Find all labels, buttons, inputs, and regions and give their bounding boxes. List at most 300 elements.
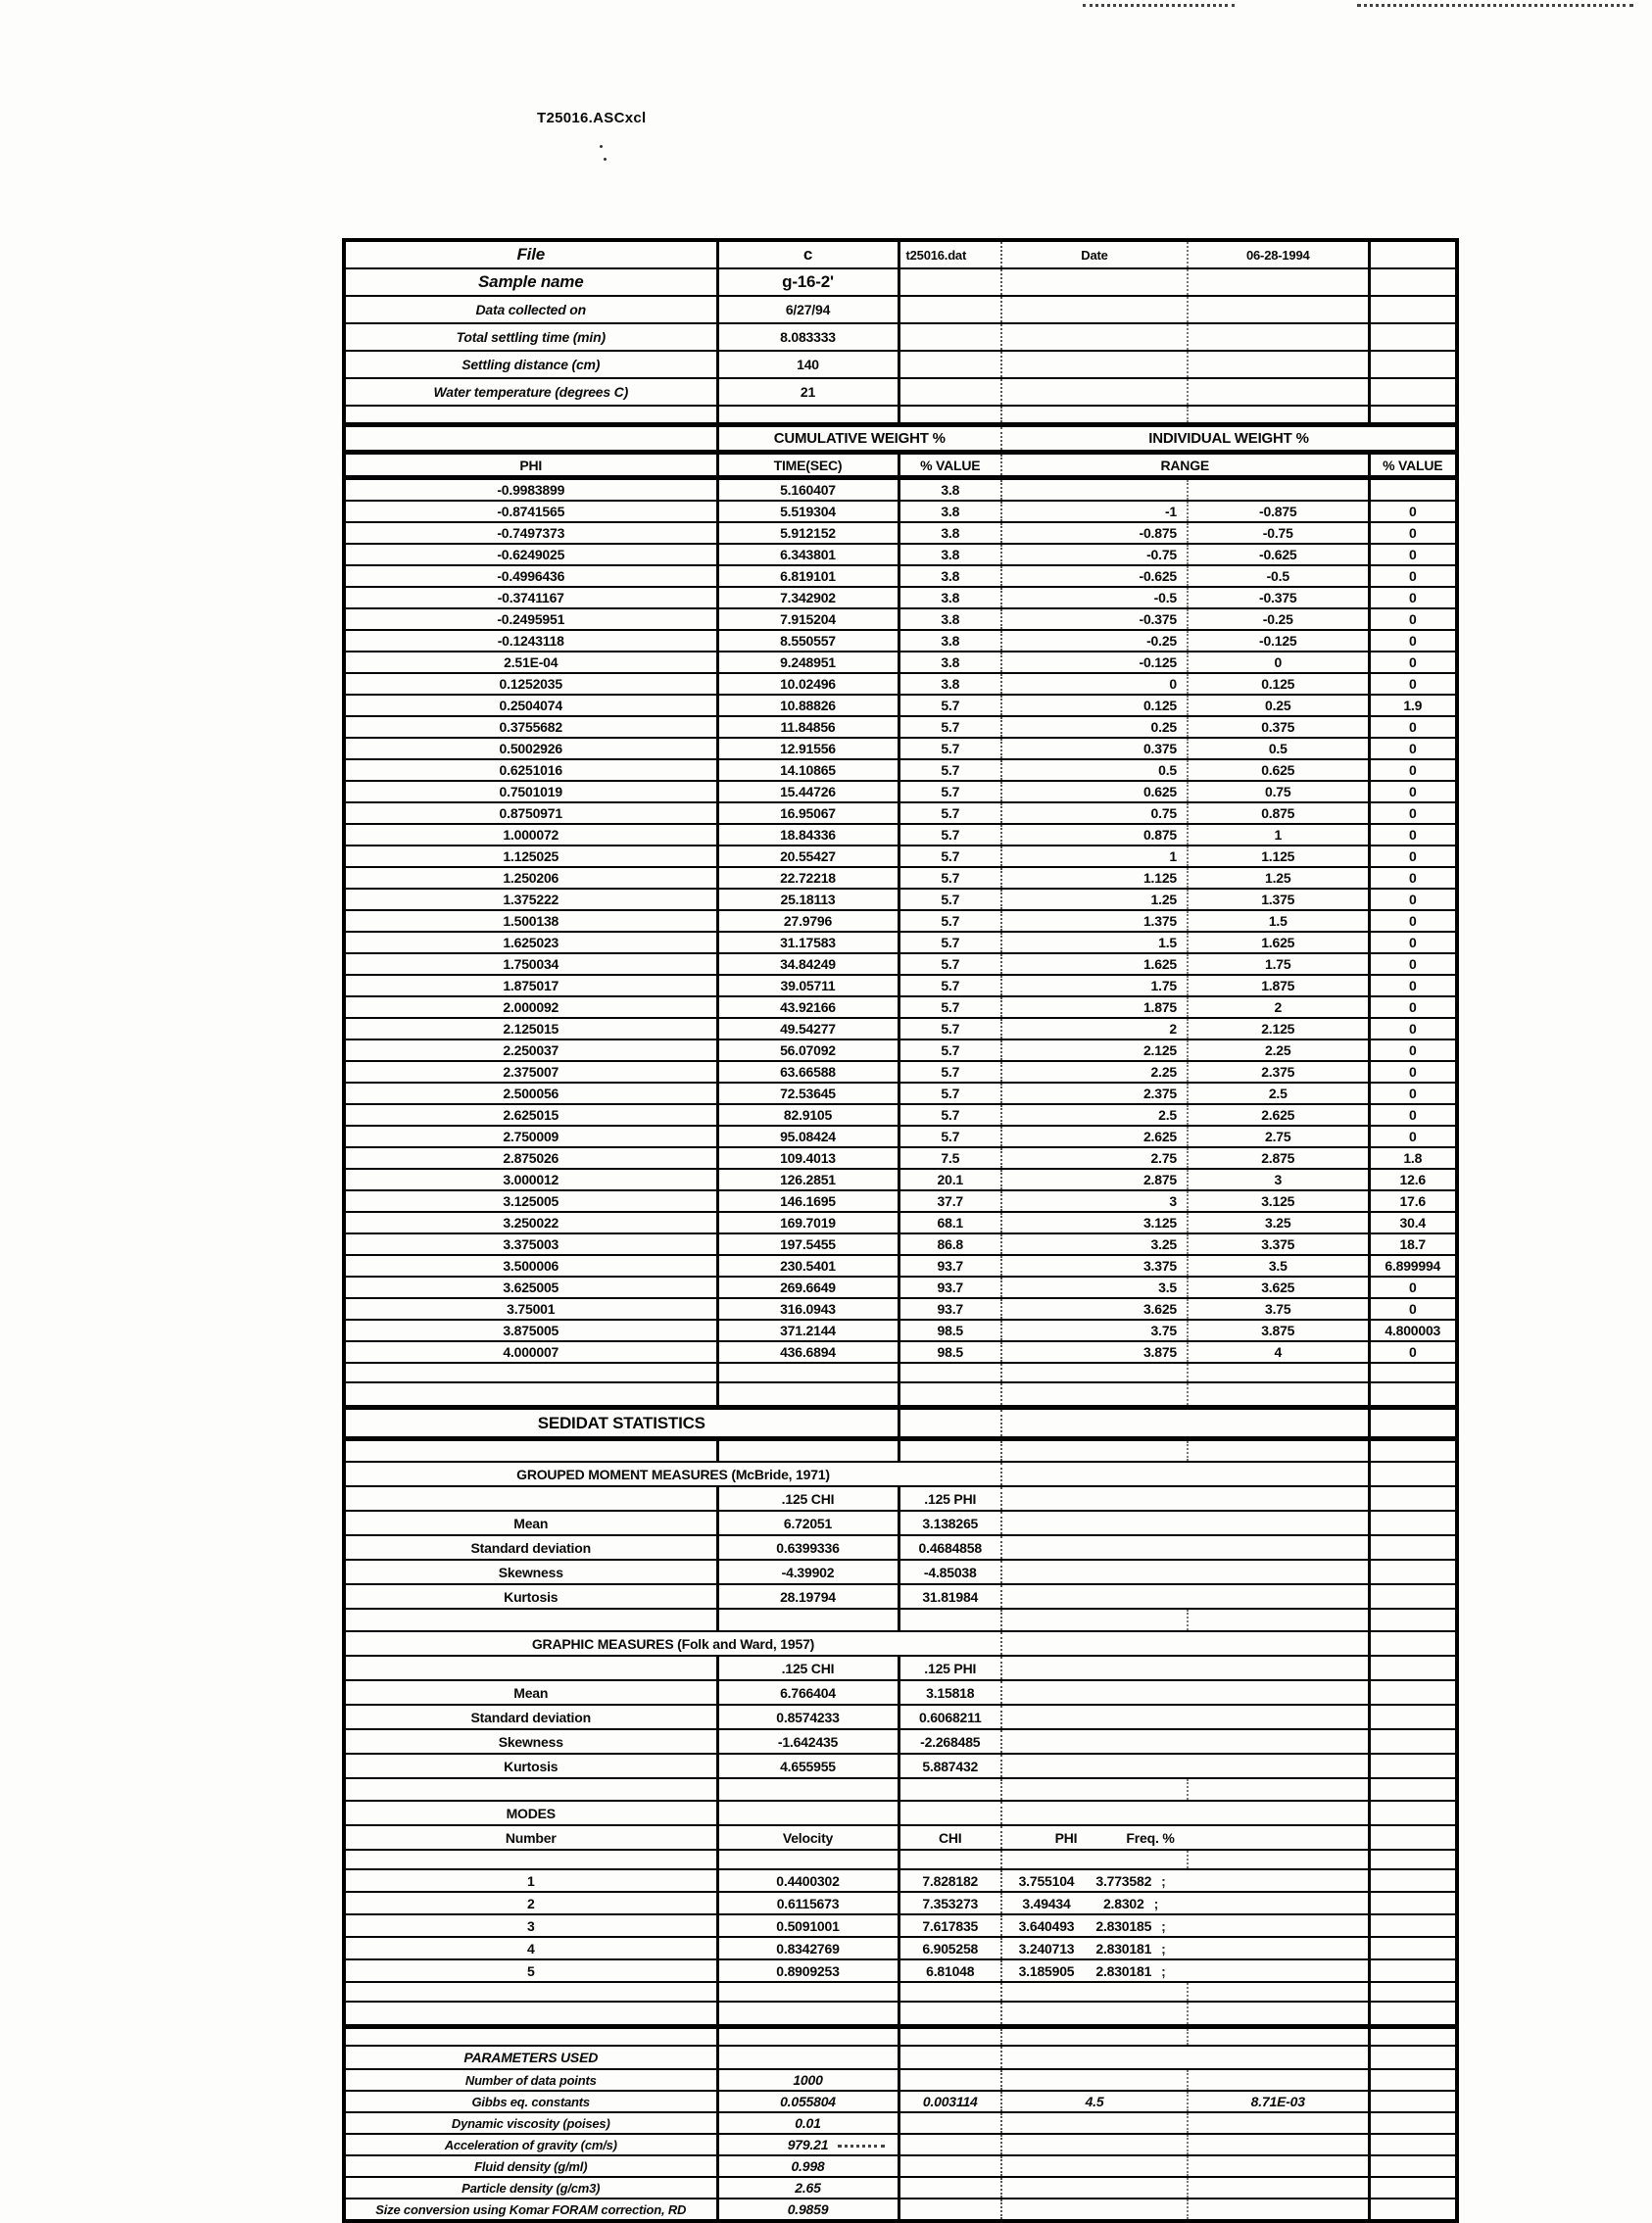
document-title: T25016.ASCxcl <box>537 110 647 126</box>
cumulative-percent-cell: 5.7 <box>899 781 1001 802</box>
parameter-label: Number of data points <box>344 2069 717 2091</box>
cell <box>1369 1656 1457 1680</box>
phi-cell: -0.6249025 <box>344 544 717 565</box>
stat-phi-value: -2.268485 <box>899 1729 1001 1754</box>
cell <box>1001 351 1188 378</box>
cell <box>1001 1982 1188 2002</box>
cell <box>1001 1680 1369 1705</box>
range-low-cell: -0.25 <box>1001 630 1188 652</box>
time-cell: 11.84856 <box>717 716 899 738</box>
parameter-value-3 <box>1001 2177 1188 2199</box>
cell <box>1369 351 1457 378</box>
parameter-value-4 <box>1188 2177 1369 2199</box>
parameter-value-2 <box>899 2134 1001 2155</box>
mode-number-header: Number <box>344 1825 717 1850</box>
cell <box>1188 2027 1369 2047</box>
individual-percent-cell: 12.6 <box>1369 1169 1457 1190</box>
range-low-cell: 3.375 <box>1001 1255 1188 1277</box>
range-high-cell: 1.375 <box>1188 889 1369 910</box>
phi-cell: 2.000092 <box>344 996 717 1018</box>
cell <box>1369 1462 1457 1486</box>
cumulative-percent-cell: 5.7 <box>899 867 1001 889</box>
parameter-value: 2.65 <box>717 2177 899 2199</box>
phi-cell: 2.625015 <box>344 1104 717 1126</box>
cell <box>1001 1363 1188 1382</box>
cell <box>899 296 1001 323</box>
cell <box>1369 1825 1457 1850</box>
parameter-value-3 <box>1001 2155 1188 2177</box>
range-high-cell: 2.125 <box>1188 1018 1369 1039</box>
cell <box>899 323 1001 351</box>
cumulative-percent-cell: 3.8 <box>899 652 1001 673</box>
parameter-value-3 <box>1001 2134 1188 2155</box>
phi-header: .125 PHI <box>899 1656 1001 1680</box>
time-cell: 371.2144 <box>717 1320 899 1341</box>
file-info-value: 21 <box>717 378 899 406</box>
cell <box>1001 2027 1188 2047</box>
mode-freq-value: 2.830181 ; <box>1089 1963 1173 1979</box>
range-high-cell: 3.125 <box>1188 1190 1369 1212</box>
cumulative-percent-cell: 3.8 <box>899 587 1001 608</box>
time-cell: 25.18113 <box>717 889 899 910</box>
individual-percent-cell: 1.8 <box>1369 1147 1457 1169</box>
phi-cell: 3.250022 <box>344 1212 717 1233</box>
phi-cell: 2.375007 <box>344 1061 717 1083</box>
cell <box>1001 1609 1188 1631</box>
individual-percent-cell: 18.7 <box>1369 1233 1457 1255</box>
cell <box>1001 1462 1369 1486</box>
mode-phi-value: 3.185905 <box>1018 1962 1075 1979</box>
cell <box>1369 1729 1457 1754</box>
stat-label: Kurtosis <box>344 1754 717 1778</box>
cell <box>899 268 1001 296</box>
cell <box>1369 268 1457 296</box>
parameter-value-2 <box>899 2112 1001 2134</box>
parameter-value-2 <box>899 2177 1001 2199</box>
time-cell: 18.84336 <box>717 824 899 846</box>
time-cell: 56.07092 <box>717 1039 899 1061</box>
cell <box>344 1609 717 1631</box>
cumulative-percent-cell: 5.7 <box>899 1083 1001 1104</box>
range-high-cell: 3.875 <box>1188 1320 1369 1341</box>
range-low-cell: 2.75 <box>1001 1147 1188 1169</box>
parameter-value: 0.01 <box>717 2112 899 2134</box>
scan-artifact-dotted-line <box>838 2145 885 2148</box>
phi-cell: 1.375222 <box>344 889 717 910</box>
cell <box>1188 1363 1369 1382</box>
cumulative-percent-cell: 5.7 <box>899 932 1001 953</box>
cell <box>1188 268 1369 296</box>
cell <box>1369 296 1457 323</box>
parameter-value-4 <box>1188 2112 1369 2134</box>
parameter-value-4 <box>1188 2199 1369 2221</box>
range-high-cell: 2.875 <box>1188 1147 1369 1169</box>
cell <box>1001 406 1188 425</box>
range-low-cell: 2.875 <box>1001 1169 1188 1190</box>
cell <box>1369 1959 1457 1982</box>
cell <box>1369 2155 1457 2177</box>
chi-header: .125 CHI <box>717 1656 899 1680</box>
individual-percent-cell: 30.4 <box>1369 1212 1457 1233</box>
range-low-cell: 3.625 <box>1001 1298 1188 1320</box>
cell <box>1369 1869 1457 1892</box>
cell <box>344 1382 717 1408</box>
individual-percent-cell: 6.899994 <box>1369 1255 1457 1277</box>
parameter-value-4: 8.71E-03 <box>1188 2091 1369 2112</box>
time-cell: 20.55427 <box>717 846 899 867</box>
cumulative-percent-cell: 5.7 <box>899 975 1001 996</box>
mode-phi-freq-cell <box>1001 1937 1369 1959</box>
cell <box>1369 2002 1457 2027</box>
cell <box>717 2046 899 2069</box>
cumulative-percent-cell: 37.7 <box>899 1190 1001 1212</box>
cumulative-percent-cell: 5.7 <box>899 846 1001 867</box>
parameter-label: Gibbs eq. constants <box>344 2091 717 2112</box>
stat-chi-value: 6.766404 <box>717 1680 899 1705</box>
cell <box>1369 1560 1457 1584</box>
range-high-cell: 1.75 <box>1188 953 1369 975</box>
cumulative-weight-header: CUMULATIVE WEIGHT % <box>717 425 1001 453</box>
parameter-label: Size conversion using Komar FORAM correction, RD <box>344 2199 717 2221</box>
cell <box>1369 1892 1457 1914</box>
range-high-cell: 1.875 <box>1188 975 1369 996</box>
cell <box>1369 2027 1457 2047</box>
range-high-cell: -0.625 <box>1188 544 1369 565</box>
statistics-title: SEDIDAT STATISTICS <box>344 1408 899 1439</box>
range-low-cell: 0.875 <box>1001 824 1188 846</box>
parameter-value: 0.998 <box>717 2155 899 2177</box>
cumulative-percent-cell: 5.7 <box>899 738 1001 759</box>
file-info-value: 6/27/94 <box>717 296 899 323</box>
mode-number-cell: 5 <box>344 1959 717 1982</box>
time-cell: 230.5401 <box>717 1255 899 1277</box>
cell <box>899 1850 1001 1869</box>
stat-label: Skewness <box>344 1560 717 1584</box>
cell <box>344 2002 717 2027</box>
phi-cell: 1.625023 <box>344 932 717 953</box>
cell <box>899 1778 1001 1801</box>
phi-cell: 3.375003 <box>344 1233 717 1255</box>
mode-phi-freq-header <box>1001 1825 1369 1850</box>
mode-phi-value: 3.755104 <box>1018 1872 1075 1889</box>
cell <box>1369 1778 1457 1801</box>
mode-phi-freq-cell <box>1001 1959 1369 1982</box>
grouped-moment-title: GROUPED MOMENT MEASURES (McBride, 1971) <box>344 1462 1001 1486</box>
stat-label: Standard deviation <box>344 1705 717 1729</box>
individual-percent-cell: 0 <box>1369 932 1457 953</box>
cell <box>899 1609 1001 1631</box>
cell <box>1001 1801 1369 1825</box>
file-info-value: 8.083333 <box>717 323 899 351</box>
cumulative-percent-cell: 86.8 <box>899 1233 1001 1255</box>
range-high-cell: -0.5 <box>1188 565 1369 587</box>
phi-cell: -0.7497373 <box>344 522 717 544</box>
range-low-cell: -0.125 <box>1001 652 1188 673</box>
scan-artifact-dotted-line <box>1083 4 1235 7</box>
mode-phi-header: PHI <box>1054 1829 1078 1846</box>
cell <box>1001 1560 1369 1584</box>
chi-header: .125 CHI <box>717 1486 899 1511</box>
cell <box>344 1439 717 1463</box>
mode-number-cell: 4 <box>344 1937 717 1959</box>
cell <box>1188 1382 1369 1408</box>
range-low-cell: 2.125 <box>1001 1039 1188 1061</box>
time-cell: 43.92166 <box>717 996 899 1018</box>
file-info-label: Water temperature (degrees C) <box>344 378 717 406</box>
range-high-cell: 1.625 <box>1188 932 1369 953</box>
individual-percent-cell: 0 <box>1369 544 1457 565</box>
range-low-cell: 0.625 <box>1001 781 1188 802</box>
cell <box>717 1801 899 1825</box>
cumulative-percent-cell: 5.7 <box>899 1104 1001 1126</box>
range-high-cell: 0.125 <box>1188 673 1369 695</box>
phi-cell: -0.1243118 <box>344 630 717 652</box>
cell <box>1188 1609 1369 1631</box>
cumulative-percent-cell: 93.7 <box>899 1255 1001 1277</box>
range-high-cell: 0.875 <box>1188 802 1369 824</box>
mode-chi-cell: 6.81048 <box>899 1959 1001 1982</box>
cell <box>1001 1656 1369 1680</box>
graphic-measures-title: GRAPHIC MEASURES (Folk and Ward, 1957) <box>344 1631 1001 1656</box>
range-low-cell: 3.125 <box>1001 1212 1188 1233</box>
range-low-cell: -0.5 <box>1001 587 1188 608</box>
cell <box>1001 2046 1369 2069</box>
mode-phi-freq-cell <box>1001 1914 1369 1937</box>
time-cell: 27.9796 <box>717 910 899 932</box>
parameter-value: 0.9859 <box>717 2199 899 2221</box>
range-high-cell: 2.75 <box>1188 1126 1369 1147</box>
cell <box>1188 406 1369 425</box>
range-low-cell: 3.875 <box>1001 1341 1188 1363</box>
cumulative-percent-cell: 3.8 <box>899 565 1001 587</box>
phi-cell: 0.8750971 <box>344 802 717 824</box>
cell <box>717 1850 899 1869</box>
cell <box>1369 1382 1457 1408</box>
time-cell: 22.72218 <box>717 867 899 889</box>
range-high-cell: 1.125 <box>1188 846 1369 867</box>
cumulative-percent-cell: 5.7 <box>899 910 1001 932</box>
individual-percent-cell: 0 <box>1369 781 1457 802</box>
mode-freq-value: 3.773582 ; <box>1089 1873 1173 1889</box>
cell <box>1369 1584 1457 1609</box>
cell <box>1369 406 1457 425</box>
range-high-cell: 3.75 <box>1188 1298 1369 1320</box>
time-cell: 10.88826 <box>717 695 899 716</box>
individual-percent-cell: 0 <box>1369 652 1457 673</box>
mode-phi-freq-cell <box>1001 1892 1369 1914</box>
time-cell: 15.44726 <box>717 781 899 802</box>
phi-cell: -0.8741565 <box>344 501 717 522</box>
mode-velocity-cell: 0.8342769 <box>717 1937 899 1959</box>
cumulative-percent-cell: 5.7 <box>899 695 1001 716</box>
parameter-value-2 <box>899 2199 1001 2221</box>
date-label: Date <box>1001 240 1188 268</box>
individual-percent-cell: 0 <box>1369 1298 1457 1320</box>
cell <box>899 1982 1001 2002</box>
cell <box>344 1850 717 1869</box>
range-low-cell: 0.375 <box>1001 738 1188 759</box>
individual-percent-cell: 0 <box>1369 867 1457 889</box>
phi-cell: 1.500138 <box>344 910 717 932</box>
cell <box>1001 1778 1188 1801</box>
cell <box>899 1408 1001 1439</box>
cumulative-percent-cell: 93.7 <box>899 1298 1001 1320</box>
file-info-label: Sample name <box>344 268 717 296</box>
cumulative-percent-cell: 3.8 <box>899 544 1001 565</box>
cell <box>1001 1631 1369 1656</box>
time-cell: 6.819101 <box>717 565 899 587</box>
cell <box>899 1439 1001 1463</box>
cell <box>899 1382 1001 1408</box>
cell <box>1369 1801 1457 1825</box>
cell <box>1369 2177 1457 2199</box>
cell <box>899 2046 1001 2069</box>
phi-cell: 2.250037 <box>344 1039 717 1061</box>
scan-speck <box>604 158 607 161</box>
cumulative-percent-cell: 3.8 <box>899 501 1001 522</box>
cell <box>344 1363 717 1382</box>
time-cell: 49.54277 <box>717 1018 899 1039</box>
cell <box>344 1778 717 1801</box>
individual-percent-cell: 0 <box>1369 587 1457 608</box>
range-low-cell: 0.5 <box>1001 759 1188 781</box>
cell <box>1001 378 1188 406</box>
cell <box>1369 2134 1457 2155</box>
individual-percent-cell: 17.6 <box>1369 1190 1457 1212</box>
time-cell: 5.912152 <box>717 522 899 544</box>
sedidat-table <box>342 238 1459 2223</box>
cumulative-percent-cell: 3.8 <box>899 608 1001 630</box>
time-cell: 126.2851 <box>717 1169 899 1190</box>
cell <box>717 2002 899 2027</box>
time-column-header: TIME(SEC) <box>717 453 899 478</box>
cell <box>717 1439 899 1463</box>
parameter-value-4 <box>1188 2155 1369 2177</box>
cell <box>1001 1408 1369 1439</box>
cell <box>1001 268 1188 296</box>
range-low-cell: 3.25 <box>1001 1233 1188 1255</box>
cell <box>899 378 1001 406</box>
cumulative-percent-cell: 20.1 <box>899 1169 1001 1190</box>
range-low-cell: 0.25 <box>1001 716 1188 738</box>
range-low-cell: 1.5 <box>1001 932 1188 953</box>
stat-label: Skewness <box>344 1729 717 1754</box>
range-high-cell: 4 <box>1188 1341 1369 1363</box>
cumulative-percent-cell: 5.7 <box>899 1039 1001 1061</box>
mode-phi-value: 3.640493 <box>1018 1917 1075 1934</box>
time-cell: 16.95067 <box>717 802 899 824</box>
stat-chi-value: 4.655955 <box>717 1754 899 1778</box>
individual-percent-cell: 0 <box>1369 846 1457 867</box>
range-high-cell: 0 <box>1188 652 1369 673</box>
range-low-cell: 1.25 <box>1001 889 1188 910</box>
range-high-cell: 0.625 <box>1188 759 1369 781</box>
cell <box>1369 1535 1457 1560</box>
phi-cell: 2.125015 <box>344 1018 717 1039</box>
individual-percent-cell: 0 <box>1369 1061 1457 1083</box>
mode-velocity-cell: 0.8909253 <box>717 1959 899 1982</box>
phi-column-header: PHI <box>344 453 717 478</box>
range-high-cell: 0.25 <box>1188 695 1369 716</box>
range-high-cell: 0.75 <box>1188 781 1369 802</box>
cell <box>717 1982 899 2002</box>
parameter-value-4 <box>1188 2069 1369 2091</box>
cell <box>899 351 1001 378</box>
cumulative-percent-cell: 5.7 <box>899 889 1001 910</box>
cell <box>717 406 899 425</box>
mode-chi-cell: 7.828182 <box>899 1869 1001 1892</box>
range-low-cell: 3.5 <box>1001 1277 1188 1298</box>
cell <box>1369 1511 1457 1535</box>
cell <box>344 406 717 425</box>
cell <box>1001 1439 1188 1463</box>
stat-phi-value: 31.81984 <box>899 1584 1001 1609</box>
file-info-value: c <box>717 240 899 268</box>
cell <box>344 2027 717 2047</box>
time-cell: 63.66588 <box>717 1061 899 1083</box>
individual-percent-cell: 0 <box>1369 1018 1457 1039</box>
stat-phi-value: 5.887432 <box>899 1754 1001 1778</box>
individual-percent-cell: 0 <box>1369 975 1457 996</box>
cell <box>1369 2199 1457 2221</box>
individual-percent-cell: 0 <box>1369 1277 1457 1298</box>
individual-percent-cell: 0 <box>1369 1126 1457 1147</box>
mode-number-cell: 2 <box>344 1892 717 1914</box>
range-high-cell: 1.5 <box>1188 910 1369 932</box>
cell <box>1001 1511 1369 1535</box>
range-high-cell: 3.375 <box>1188 1233 1369 1255</box>
individual-value-column-header: % VALUE <box>1369 453 1457 478</box>
cell <box>1369 1705 1457 1729</box>
range-high-cell: 2.625 <box>1188 1104 1369 1126</box>
time-cell: 12.91556 <box>717 738 899 759</box>
range-low-cell: 1 <box>1001 846 1188 867</box>
range-low-cell: 0.125 <box>1001 695 1188 716</box>
phi-cell: 3.75001 <box>344 1298 717 1320</box>
range-low-cell: 0.75 <box>1001 802 1188 824</box>
mode-freq-value: 2.830181 ; <box>1089 1941 1173 1957</box>
scan-speck <box>600 145 603 148</box>
mode-number-cell: 1 <box>344 1869 717 1892</box>
phi-cell: 0.2504074 <box>344 695 717 716</box>
cumulative-percent-cell: 3.8 <box>899 478 1001 502</box>
phi-cell: 3.875005 <box>344 1320 717 1341</box>
mode-velocity-cell: 0.5091001 <box>717 1914 899 1937</box>
mode-freq-header: Freq. % <box>1126 1829 1175 1846</box>
range-high-cell: -0.25 <box>1188 608 1369 630</box>
individual-percent-cell: 0 <box>1369 802 1457 824</box>
stat-phi-value: 0.6068211 <box>899 1705 1001 1729</box>
range-high-cell: 2.5 <box>1188 1083 1369 1104</box>
stat-phi-value: 0.4684858 <box>899 1535 1001 1560</box>
individual-percent-cell: 0 <box>1369 759 1457 781</box>
cell <box>1369 1439 1457 1463</box>
individual-percent-cell: 4.800003 <box>1369 1320 1457 1341</box>
individual-percent-cell: 0 <box>1369 1083 1457 1104</box>
individual-percent-cell: 0 <box>1369 673 1457 695</box>
phi-cell: 2.51E-04 <box>344 652 717 673</box>
time-cell: 146.1695 <box>717 1190 899 1212</box>
phi-cell: 2.500056 <box>344 1083 717 1104</box>
individual-percent-cell: 0 <box>1369 889 1457 910</box>
range-high-cell: 2 <box>1188 996 1369 1018</box>
stat-label: Mean <box>344 1680 717 1705</box>
cell <box>1369 1937 1457 1959</box>
stat-label: Standard deviation <box>344 1535 717 1560</box>
mode-phi-freq-cell <box>1001 1869 1369 1892</box>
range-high-cell: -0.875 <box>1188 501 1369 522</box>
time-cell: 5.519304 <box>717 501 899 522</box>
